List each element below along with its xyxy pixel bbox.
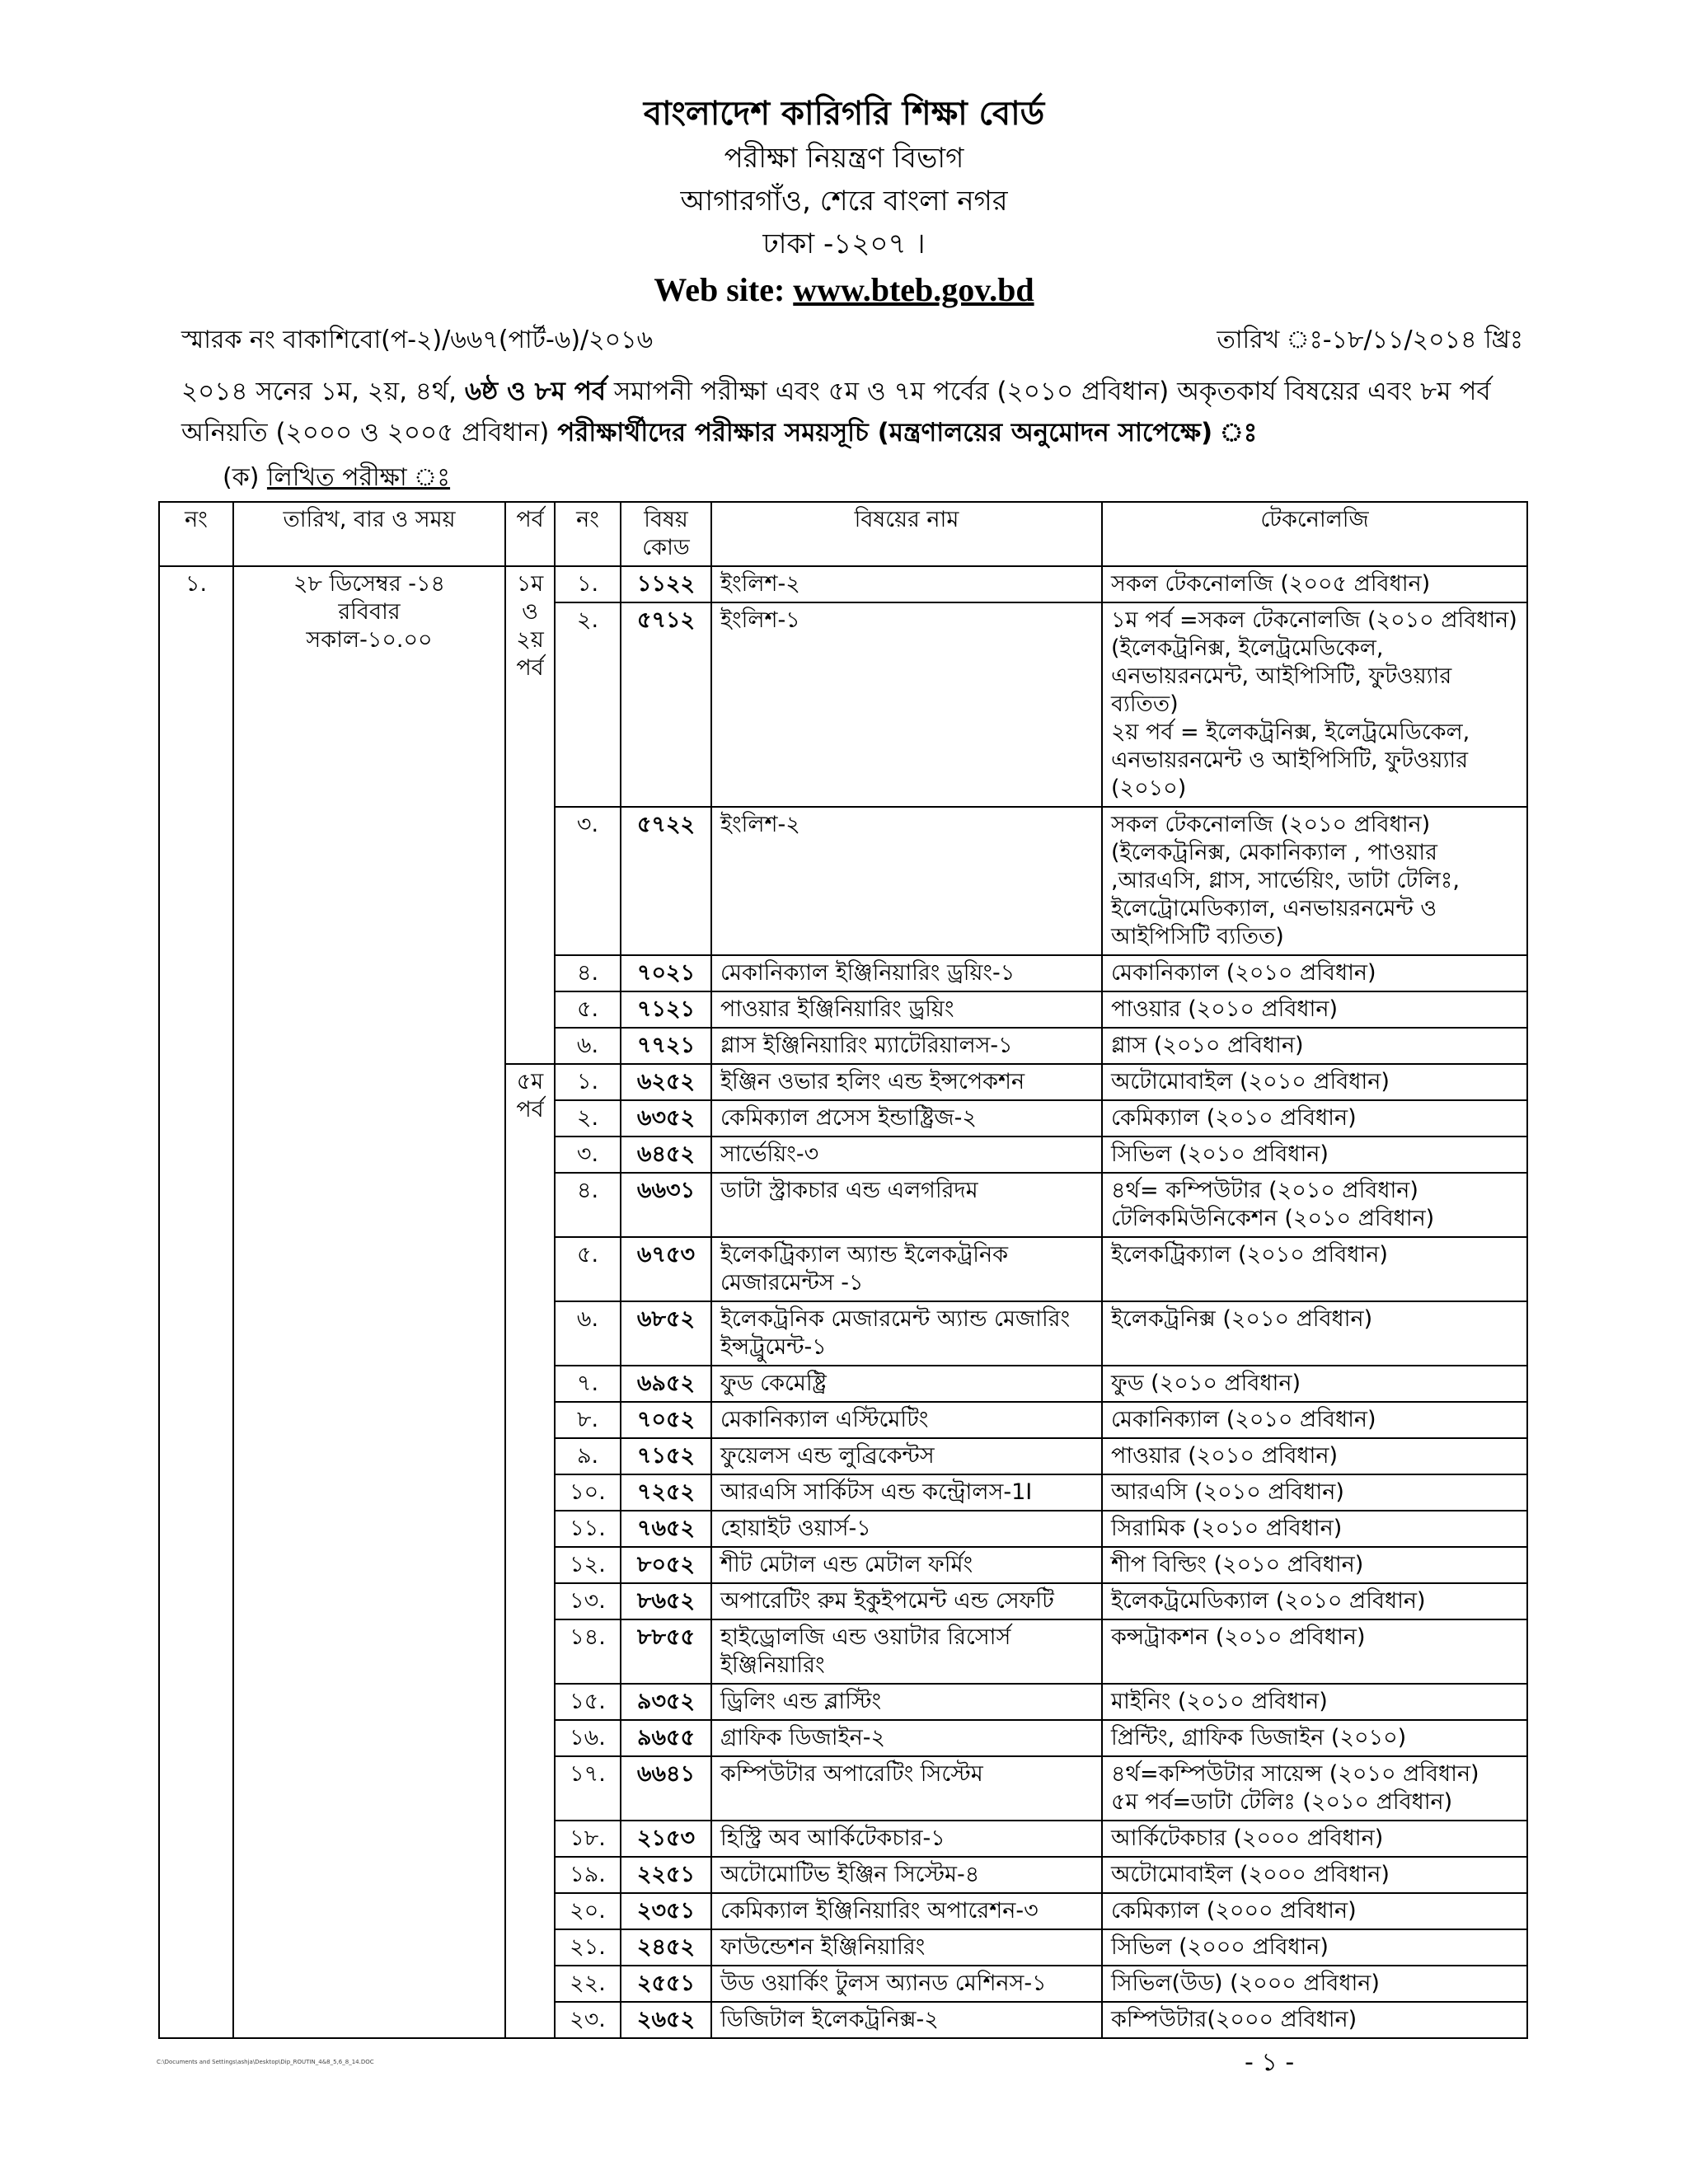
- intro-part-2: ৬ষ্ঠ ও ৮ম পর্ব: [464, 377, 606, 406]
- memo-number: স্মারক নং বাকাশিবো(প-২)/৬৬৭(পার্ট-৬)/২০১৬: [181, 326, 654, 354]
- technology-line: কেমিক্যাল (২০১০ প্রবিধান): [1111, 1105, 1357, 1131]
- technology-line: সিভিল (২০০০ প্রবিধান): [1111, 1934, 1329, 1960]
- technology-cell: [1102, 1064, 1527, 1100]
- technology-cell: [1102, 1028, 1527, 1064]
- technology-line: ইলেকট্রনিক্স (২০১০ প্রবিধান): [1111, 1306, 1373, 1332]
- technology-line: ৪র্থ= কম্পিউটার (২০১০ প্রবিধান): [1111, 1178, 1418, 1203]
- subject-name-cell: কম্পিউটার অপারেটিং সিস্টেম: [711, 1756, 1102, 1821]
- technology-cell: [1102, 1857, 1527, 1893]
- subject-name-cell: ইঞ্জিন ওভার হলিং এন্ড ইন্সপেকশন: [711, 1064, 1102, 1100]
- technology-line: মেকানিক্যাল (২০১০ প্রবিধান): [1111, 960, 1376, 986]
- table-header-row: [159, 502, 1527, 566]
- subject-name-cell: আরএসি সার্কিটস এন্ড কন্ট্রোলস-1I: [711, 1474, 1102, 1511]
- subject-no-cell: ১৩.: [555, 1583, 621, 1619]
- date-time-cell: [233, 566, 505, 2038]
- section-title: লিখিত পরীক্ষা ঃ: [266, 463, 451, 492]
- website-label: Web site:: [654, 271, 785, 308]
- subject-no-cell: ৪.: [555, 1173, 621, 1237]
- subject-name-cell: ইংলিশ-২: [711, 566, 1102, 602]
- date-line: রবিবার: [338, 599, 401, 625]
- subject-no-cell: ৩.: [555, 807, 621, 955]
- technology-cell: [1102, 1893, 1527, 1929]
- technology-cell: [1102, 1100, 1527, 1137]
- subject-no-cell: ১১.: [555, 1511, 621, 1547]
- technology-cell: [1102, 1301, 1527, 1366]
- subject-no-cell: ১৭.: [555, 1756, 621, 1821]
- technology-line: কম্পিউটার(২০০০ প্রবিধান): [1111, 2007, 1357, 2032]
- subject-no-cell: ২.: [555, 1100, 621, 1137]
- header-technology: টেকনোলজি: [1102, 502, 1527, 566]
- technology-cell: [1102, 1619, 1527, 1684]
- subject-code-cell: ২৩৫১: [621, 1893, 711, 1929]
- subject-code-cell: ৭৭২১: [621, 1028, 711, 1064]
- subject-no-cell: ১৫.: [555, 1684, 621, 1720]
- subject-no-cell: ৮.: [555, 1402, 621, 1438]
- technology-line: (ইলেকট্রনিক্স, ইলেট্রমেডিকেল, এনভায়রনমেন্ট, আইপিসিটি, ফুটওয়্যার ব্যতিত): [1111, 635, 1452, 717]
- subject-name-cell: অপারেটিং রুম ইকুইপমেন্ট এন্ড সেফটি: [711, 1583, 1102, 1619]
- technology-cell: [1102, 1756, 1527, 1821]
- subject-no-cell: ১৬.: [555, 1720, 621, 1756]
- technology-line: ইলেকট্রিক্যাল (২০১০ প্রবিধান): [1111, 1242, 1388, 1268]
- file-path: C:\Documents and Settings\ashja\Desktop\Dip_ROUTIN_4&8_5,6_8_14.DOC: [157, 2059, 374, 2065]
- subject-code-cell: ৬৬৩১: [621, 1173, 711, 1237]
- subject-code-cell: ১১২২: [621, 566, 711, 602]
- parbo-cell: [505, 566, 555, 1064]
- technology-cell: [1102, 1438, 1527, 1474]
- subject-code-cell: ৭০৫২: [621, 1402, 711, 1438]
- technology-cell: [1102, 1137, 1527, 1173]
- subject-no-cell: ১০.: [555, 1474, 621, 1511]
- subject-name-cell: হিস্ট্রি অব আর্কিটেকচার-১: [711, 1821, 1102, 1857]
- subject-no-cell: ১৯.: [555, 1857, 621, 1893]
- technology-line: টেলিকমিউনিকেশন (২০১০ প্রবিধান): [1111, 1206, 1435, 1231]
- subject-name-cell: সার্ভেয়িং-৩: [711, 1137, 1102, 1173]
- subject-name-cell: পাওয়ার ইঞ্জিনিয়ারিং ড্রয়িং: [711, 991, 1102, 1028]
- subject-no-cell: ২৩.: [555, 2002, 621, 2038]
- section-prefix: (ক): [223, 463, 260, 492]
- website-line: [0, 265, 1688, 315]
- technology-line: ১ম পর্ব =সকল টেকনোলজি (২০১০ প্রবিধান): [1111, 607, 1517, 633]
- intro-part-4: পরীক্ষার্থীদের পরীক্ষার সময়সূচি (মন্ত্রণালয়ের অনুমোদন সাপেক্ষে) ঃ: [557, 418, 1258, 448]
- intro-part-1: ২০১৪ সনের ১ম, ২য়, ৪র্থ,: [181, 377, 465, 406]
- subject-name-cell: মেকানিক্যাল এস্টিমেটিং: [711, 1402, 1102, 1438]
- technology-line: সিভিল(উড) (২০০০ প্রবিধান): [1111, 1971, 1380, 1996]
- section-heading: [223, 457, 450, 499]
- subject-code-cell: ৯৩৫২: [621, 1684, 711, 1720]
- subject-code-cell: ২১৫৩: [621, 1821, 711, 1857]
- technology-line: সিরামিক (২০১০ প্রবিধান): [1111, 1516, 1343, 1541]
- technology-line: ৪র্থ=কম্পিউটার সায়েন্স (২০১০ প্রবিধান): [1111, 1761, 1479, 1787]
- subject-code-cell: ৬৭৫৩: [621, 1237, 711, 1301]
- parbo-line: ১ম: [516, 571, 544, 597]
- subject-name-cell: ইংলিশ-১: [711, 602, 1102, 807]
- department-name: পরীক্ষা নিয়ন্ত্রণ বিভাগ: [724, 142, 964, 175]
- parbo-line: ৫ম: [516, 1069, 544, 1094]
- subject-name-cell: গ্লাস ইঞ্জিনিয়ারিং ম্যাটেরিয়ালস-১: [711, 1028, 1102, 1064]
- intro-paragraph: [181, 371, 1525, 453]
- serial-cell: ১.: [159, 566, 233, 2038]
- parbo-line: পর্ব: [516, 655, 544, 681]
- subject-no-cell: ৯.: [555, 1438, 621, 1474]
- date-line: ২৮ ডিসেম্বর -১৪: [293, 571, 446, 597]
- subject-code-cell: ৫৭১২: [621, 602, 711, 807]
- header-no: নং: [159, 502, 233, 566]
- memo-date: তারিখ ঃ-১৮/১১/২০১৪ খ্রিঃ: [1217, 326, 1523, 354]
- technology-line: ফুড (২০১০ প্রবিধান): [1111, 1371, 1301, 1396]
- technology-line: (ইলেকট্রনিক্স, মেকানিক্যাল , পাওয়ার ,আরএসি, গ্লাস, সার্ভেয়িং, ডাটা টেলিঃ, ইলেট্রোমেডিক্যাল, এনভায়রনমেন্ট ও আইপিসিটি ব্যতিত): [1111, 840, 1460, 949]
- technology-line: কন্সট্রাকশন (২০১০ প্রবিধান): [1111, 1624, 1366, 1650]
- subject-name-cell: ডাটা স্ট্রাকচার এন্ড এলগরিদম: [711, 1173, 1102, 1237]
- subject-code-cell: ২৪৫২: [621, 1929, 711, 1966]
- technology-line: মেকানিক্যাল (২০১০ প্রবিধান): [1111, 1407, 1376, 1432]
- subject-name-cell: ইলেকট্রিক্যাল অ্যান্ড ইলেকট্রনিক মেজারমেন্টস -১: [711, 1237, 1102, 1301]
- subject-name-cell: ফুড কেমেষ্ট্রি: [711, 1366, 1102, 1402]
- technology-cell: [1102, 1173, 1527, 1237]
- subject-no-cell: ১.: [555, 1064, 621, 1100]
- header-subject: বিষয়ের নাম: [711, 502, 1102, 566]
- technology-line: পাওয়ার (২০১০ প্রবিধান): [1111, 996, 1339, 1022]
- subject-no-cell: ১.: [555, 566, 621, 602]
- parbo-line: ২য়: [516, 627, 544, 653]
- subject-name-cell: ডিজিটাল ইলেকট্রনিক্স-২: [711, 2002, 1102, 2038]
- subject-code-cell: ৭৬৫২: [621, 1511, 711, 1547]
- subject-code-cell: ২৬৫২: [621, 2002, 711, 2038]
- header-parbo: পর্ব: [505, 502, 555, 566]
- subject-no-cell: ২২.: [555, 1966, 621, 2002]
- subject-code-cell: ৭১৫২: [621, 1438, 711, 1474]
- parbo-line: ও: [522, 599, 538, 625]
- subject-code-cell: ২৫৫১: [621, 1966, 711, 2002]
- subject-name-cell: শীট মেটাল এন্ড মেটাল ফর্মিং: [711, 1547, 1102, 1583]
- subject-code-cell: ৬৬৪১: [621, 1756, 711, 1821]
- technology-cell: [1102, 1237, 1527, 1301]
- subject-no-cell: ৬.: [555, 1301, 621, 1366]
- subject-code-cell: ৬৩৫২: [621, 1100, 711, 1137]
- subject-code-cell: ৮৮৫৫: [621, 1619, 711, 1684]
- technology-cell: [1102, 1821, 1527, 1857]
- org-name: বাংলাদেশ কারিগরি শিক্ষা বোর্ড: [643, 95, 1045, 133]
- technology-cell: [1102, 955, 1527, 991]
- subject-name-cell: উড ওয়ার্কিং টুলস অ্যানড মেশিনস-১: [711, 1966, 1102, 2002]
- technology-line: শীপ বিল্ডিং (২০১০ প্রবিধান): [1111, 1552, 1364, 1577]
- intro-part-3: সমাপনী পরীক্ষা এবং ৫ম ও ৭ম পর্বের (২০১০ প্রবিধান) অকৃতকার্য বিষয়ের এবং ৮ম পর্ব অনিয়তি (২০০০ ও ২০০৫ প্রবিধান): [181, 377, 1491, 448]
- subject-code-cell: ২২৫১: [621, 1857, 711, 1893]
- parbo-line: পর্ব: [516, 1097, 544, 1122]
- subject-name-cell: হোয়াইট ওয়ার্স-১: [711, 1511, 1102, 1547]
- subject-no-cell: ১৪.: [555, 1619, 621, 1684]
- technology-cell: [1102, 602, 1527, 807]
- subject-no-cell: ২.: [555, 602, 621, 807]
- subject-code-cell: ৬৯৫২: [621, 1366, 711, 1402]
- table-row: [159, 566, 1527, 602]
- technology-cell: [1102, 1929, 1527, 1966]
- technology-cell: [1102, 1474, 1527, 1511]
- subject-name-cell: মেকানিক্যাল ইঞ্জিনিয়ারিং ড্রয়িং-১: [711, 955, 1102, 991]
- technology-line: সকল টেকনোলজি (২০১০ প্রবিধান): [1111, 812, 1431, 837]
- subject-code-cell: ৬৪৫২: [621, 1137, 711, 1173]
- parbo-cell: [505, 1064, 555, 2038]
- subject-no-cell: ২১.: [555, 1929, 621, 1966]
- subject-no-cell: ১৮.: [555, 1821, 621, 1857]
- subject-no-cell: ৭.: [555, 1366, 621, 1402]
- subject-code-cell: ৫৭২২: [621, 807, 711, 955]
- technology-line: আরএসি (২০১০ প্রবিধান): [1111, 1479, 1344, 1505]
- technology-line: মাইনিং (২০১০ প্রবিধান): [1111, 1689, 1328, 1714]
- technology-line: সিভিল (২০১০ প্রবিধান): [1111, 1141, 1329, 1167]
- header-date-time: তারিখ, বার ও সময়: [233, 502, 505, 566]
- technology-cell: [1102, 566, 1527, 602]
- technology-line: কেমিক্যাল (২০০০ প্রবিধান): [1111, 1898, 1357, 1924]
- date-line: সকাল-১০.০০: [306, 627, 433, 653]
- subject-no-cell: ৬.: [555, 1028, 621, 1064]
- subject-code-cell: ৮০৫২: [621, 1547, 711, 1583]
- subject-code-cell: ৭১২১: [621, 991, 711, 1028]
- subject-code-cell: ৮৬৫২: [621, 1583, 711, 1619]
- subject-name-cell: গ্রাফিক ডিজাইন-২: [711, 1720, 1102, 1756]
- page-number: - ১ -: [1245, 2048, 1295, 2077]
- subject-name-cell: হাইড্রোলজি এন্ড ওয়াটার রিসোর্স ইঞ্জিনিয়ারিং: [711, 1619, 1102, 1684]
- subject-no-cell: ২০.: [555, 1893, 621, 1929]
- technology-line: ৫ম পর্ব=ডাটা টেলিঃ (২০১০ প্রবিধান): [1111, 1789, 1453, 1815]
- technology-line: ২য় পর্ব = ইলেকট্রনিক্স, ইলেট্রমেডিকেল, এনভায়রনমেন্ট ও আইপিসিটি, ফুটওয়্যার (২০১০): [1111, 719, 1470, 801]
- exam-schedule-table: [158, 501, 1528, 2039]
- subject-no-cell: ৪.: [555, 955, 621, 991]
- subject-code-cell: ৭২৫২: [621, 1474, 711, 1511]
- technology-line: পাওয়ার (২০১০ প্রবিধান): [1111, 1443, 1339, 1469]
- subject-name-cell: ইলেকট্রনিক মেজারমেন্ট অ্যান্ড মেজারিং ইন্সট্রুমেন্ট-১: [711, 1301, 1102, 1366]
- subject-name-cell: কেমিক্যাল প্রসেস ইন্ডাষ্ট্রিজ-২: [711, 1100, 1102, 1137]
- technology-line: অটোমোবাইল (২০০০ প্রবিধান): [1111, 1862, 1390, 1887]
- technology-line: অটোমোবাইল (২০১০ প্রবিধান): [1111, 1069, 1390, 1094]
- technology-line: প্রিন্টিং, গ্রাফিক ডিজাইন (২০১০): [1111, 1725, 1407, 1750]
- technology-line: গ্লাস (২০১০ প্রবিধান): [1111, 1033, 1304, 1058]
- technology-line: আর্কিটেকচার (২০০০ প্রবিধান): [1111, 1825, 1384, 1851]
- city-line: ঢাকা -১২০৭ ।: [762, 227, 926, 260]
- technology-cell: [1102, 1511, 1527, 1547]
- subject-name-cell: কেমিক্যাল ইঞ্জিনিয়ারিং অপারেশন-৩: [711, 1893, 1102, 1929]
- subject-name-cell: ফাউন্ডেশন ইঞ্জিনিয়ারিং: [711, 1929, 1102, 1966]
- subject-code-cell: ৬৮৫২: [621, 1301, 711, 1366]
- technology-cell: [1102, 1966, 1527, 2002]
- subject-code-cell: ৯৬৫৫: [621, 1720, 711, 1756]
- technology-cell: [1102, 1583, 1527, 1619]
- subject-name-cell: ড্রিলিং এন্ড ব্লাস্টিং: [711, 1684, 1102, 1720]
- letterhead: [0, 91, 1688, 315]
- technology-line: ইলেকট্রমেডিক্যাল (২০১০ প্রবিধান): [1111, 1588, 1426, 1614]
- technology-cell: [1102, 991, 1527, 1028]
- header-code: বিষয় কোড: [621, 502, 711, 566]
- technology-cell: [1102, 1720, 1527, 1756]
- subject-code-cell: ৭০২১: [621, 955, 711, 991]
- address-line: আগারগাঁও, শেরে বাংলা নগর: [680, 185, 1008, 218]
- technology-line: সকল টেকনোলজি (২০০৫ প্রবিধান): [1111, 571, 1431, 597]
- subject-code-cell: ৬২৫২: [621, 1064, 711, 1100]
- subject-no-cell: ৫.: [555, 1237, 621, 1301]
- table-body: [159, 566, 1527, 2038]
- website-link[interactable]: www.bteb.gov.bd: [793, 271, 1034, 308]
- technology-cell: [1102, 2002, 1527, 2038]
- subject-no-cell: ১২.: [555, 1547, 621, 1583]
- subject-no-cell: ৩.: [555, 1137, 621, 1173]
- technology-cell: [1102, 1402, 1527, 1438]
- technology-cell: [1102, 1547, 1527, 1583]
- header-sub-no: নং: [555, 502, 621, 566]
- technology-cell: [1102, 1684, 1527, 1720]
- subject-name-cell: ফুয়েলস এন্ড লুব্রিকেন্টস: [711, 1438, 1102, 1474]
- technology-cell: [1102, 807, 1527, 955]
- subject-no-cell: ৫.: [555, 991, 621, 1028]
- subject-name-cell: ইংলিশ-২: [711, 807, 1102, 955]
- subject-name-cell: অটোমোটিভ ইঞ্জিন সিস্টেম-৪: [711, 1857, 1102, 1893]
- technology-cell: [1102, 1366, 1527, 1402]
